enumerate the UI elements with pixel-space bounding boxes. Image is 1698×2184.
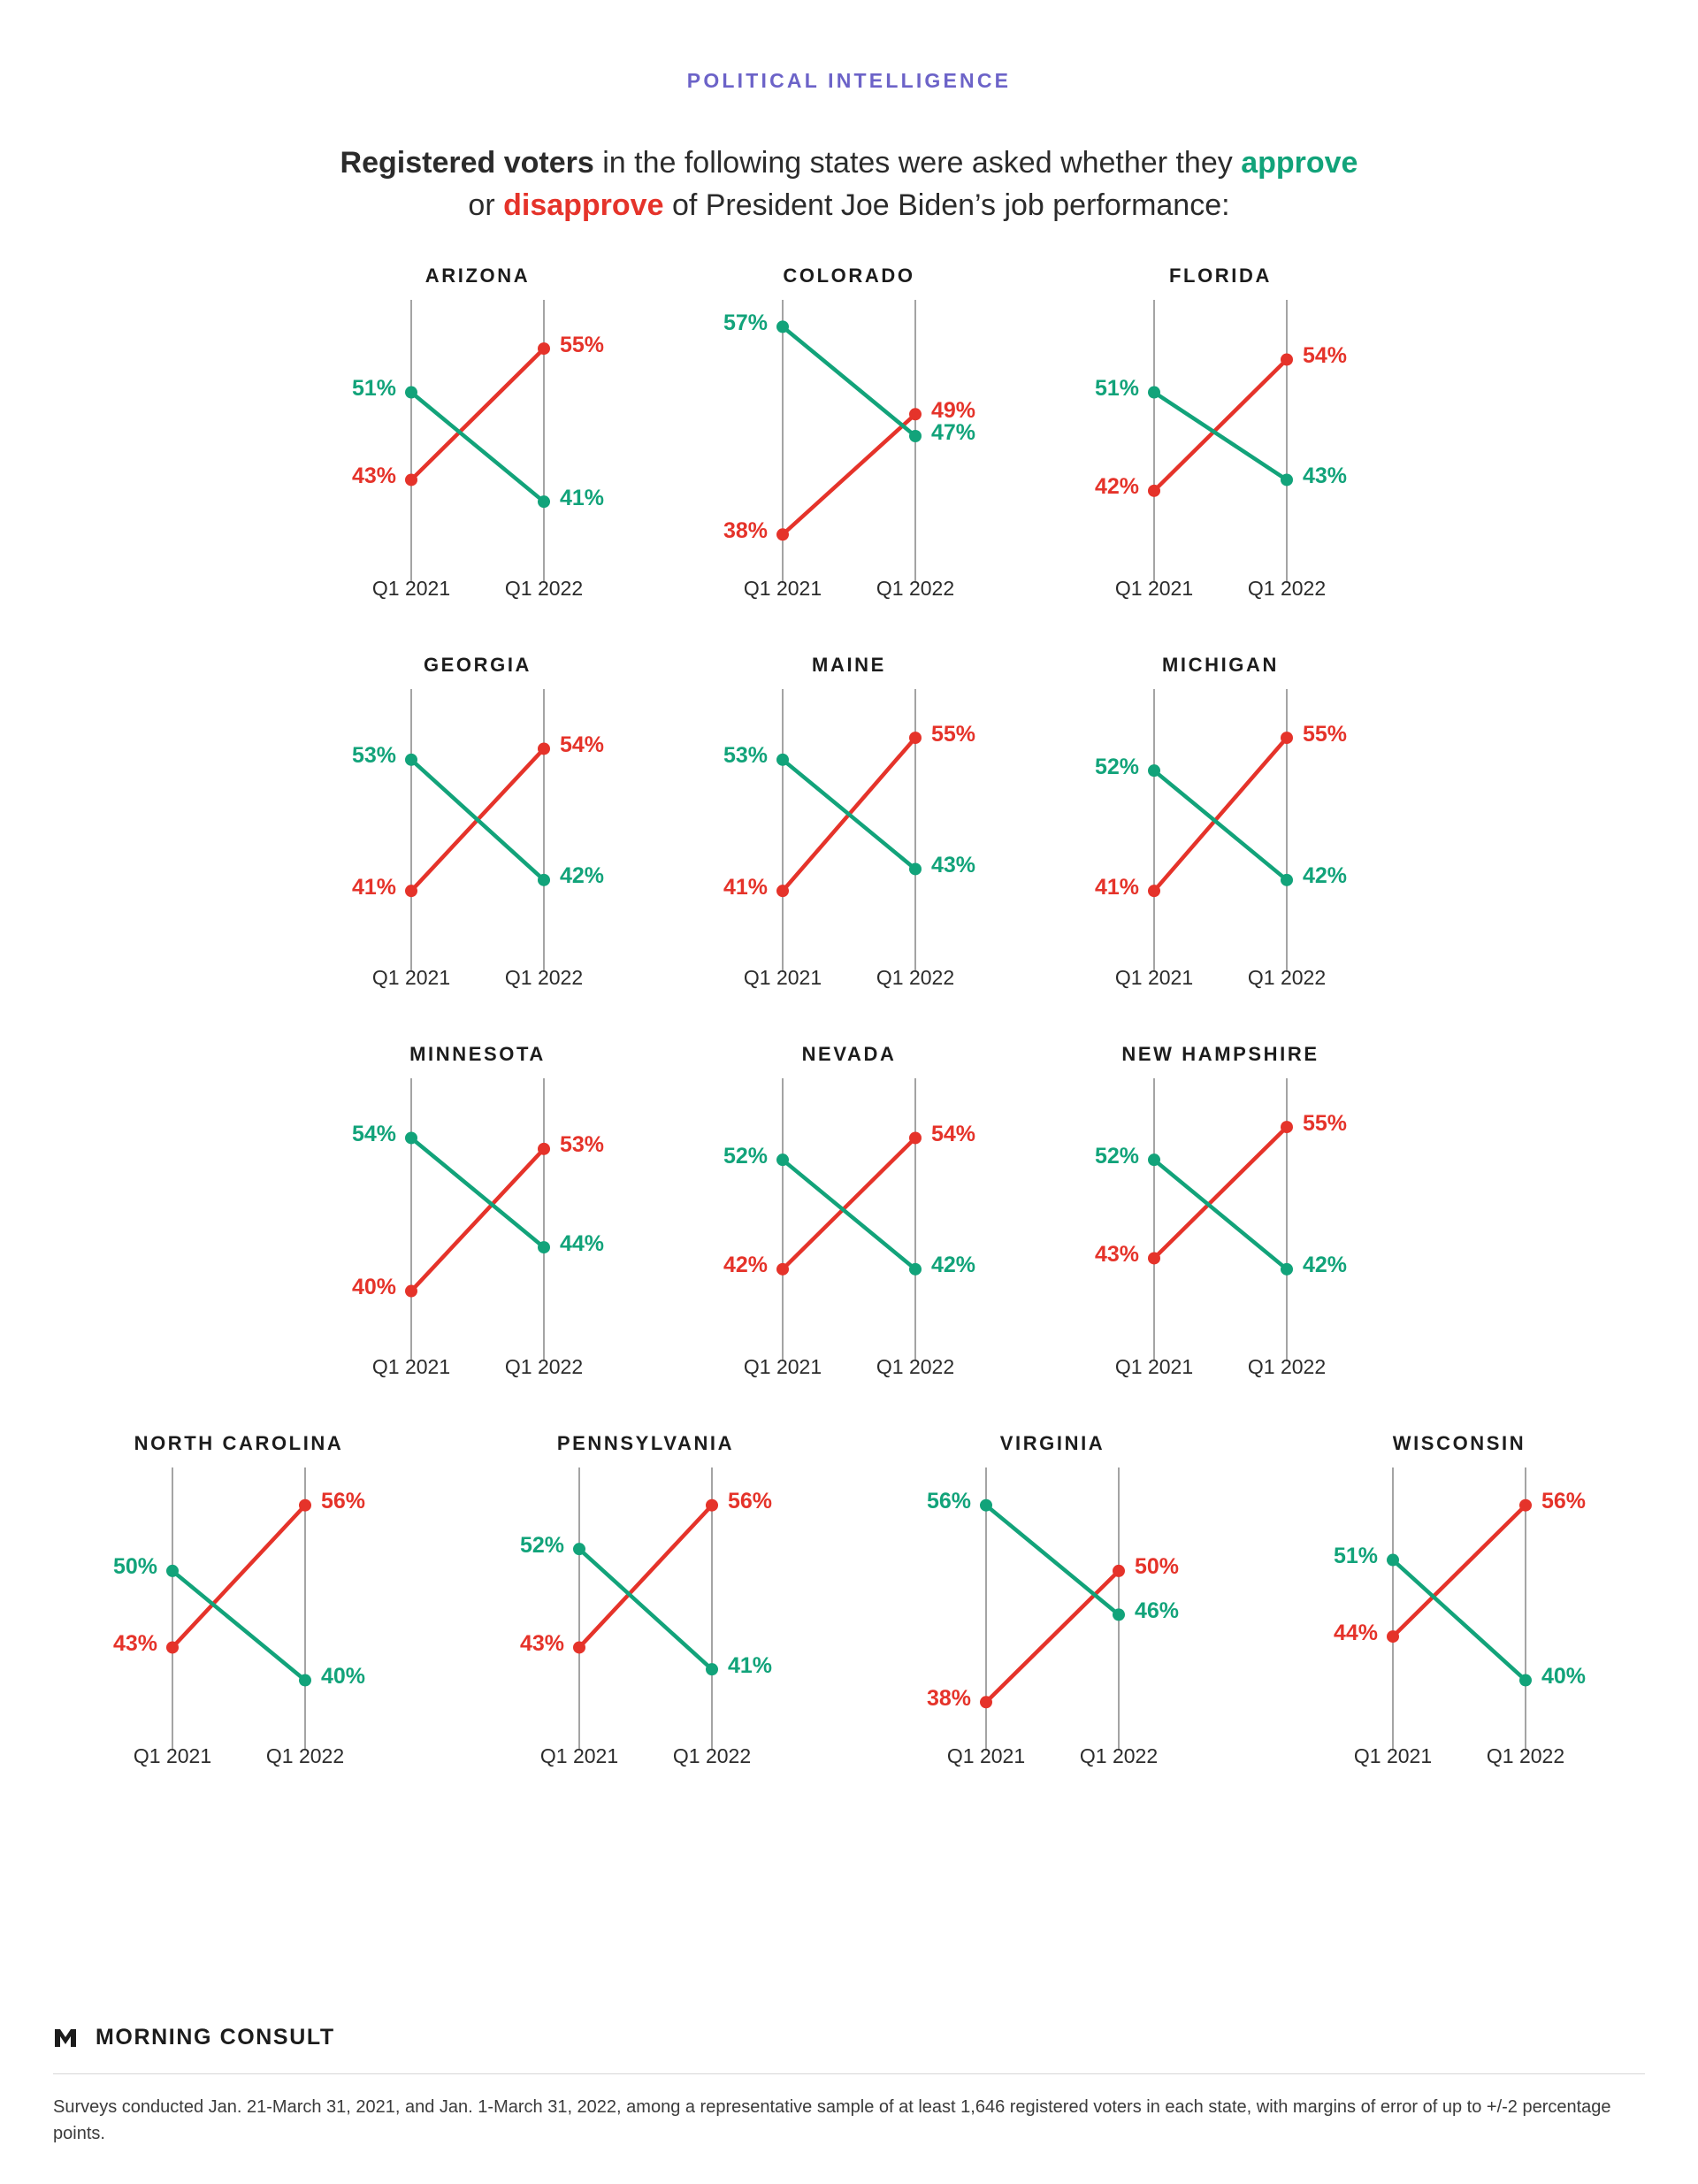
headline-text-3: of President Joe Biden’s job performance:	[663, 188, 1230, 223]
chart-panel-title: MINNESOTA	[409, 1042, 546, 1065]
disapprove-line	[1154, 1127, 1287, 1258]
disapprove-point	[405, 885, 417, 897]
disapprove-line	[411, 1148, 544, 1291]
chart-panel-title: FLORIDA	[1169, 264, 1272, 287]
headline-approve: approve	[1241, 146, 1358, 180]
axis-tick-2022: Q1 2022	[1079, 1743, 1159, 1767]
disapprove-point	[1281, 1121, 1293, 1133]
chart-row-3	[53, 1043, 1645, 1432]
approve-value-2021: 52%	[519, 1532, 564, 1558]
axis-tick-labels	[292, 1355, 663, 1379]
footer-divider	[53, 2073, 1645, 2074]
chart-row-2	[53, 654, 1645, 1043]
headline-text-2: or	[468, 188, 504, 223]
approve-point	[538, 873, 550, 885]
approve-line	[783, 759, 915, 869]
approve-point	[1148, 764, 1160, 777]
chart-panel-title: GEORGIA	[423, 653, 532, 676]
headline-disapprove: disapprove	[503, 188, 664, 223]
kicker-label: POLITICAL INTELLIGENCE	[686, 69, 1012, 92]
footer	[53, 2025, 1645, 2147]
approve-line	[411, 759, 544, 879]
approve-point	[909, 430, 922, 442]
disapprove-value-2022: 54%	[560, 732, 605, 757]
chart-plot	[663, 689, 1035, 1043]
approve-line	[1154, 392, 1287, 479]
approve-point	[166, 1564, 179, 1576]
disapprove-value-2022: 55%	[931, 721, 976, 747]
axis-tick-2021: Q1 2021	[946, 1743, 1026, 1767]
disapprove-point	[166, 1641, 179, 1653]
chart-plot	[442, 1467, 849, 1821]
axis-tick-2022: Q1 2022	[504, 1354, 584, 1378]
disapprove-point	[299, 1498, 311, 1511]
disapprove-value-2021: 43%	[351, 463, 396, 488]
disapprove-point	[909, 732, 922, 744]
axis-tick-labels	[1035, 966, 1406, 990]
approve-value-2022: 47%	[931, 419, 976, 445]
methodology-note: Surveys conducted Jan. 21-March 31, 2021, and Jan. 1-March 31, 2022, among a representative sample of at least 1,646 registered voters in each state, with margins of error of up to +/-2 percentage points.	[53, 2097, 1611, 2143]
disapprove-point	[1281, 353, 1293, 365]
axis-tick-labels	[292, 577, 663, 601]
chart-plot	[1035, 1078, 1406, 1432]
disapprove-value-2022: 55%	[1303, 1110, 1348, 1136]
disapprove-point	[980, 1696, 992, 1708]
chart-panel	[1035, 654, 1406, 1043]
chart-plot	[292, 1078, 663, 1432]
chart-panel-title: NORTH CAROLINA	[134, 1431, 344, 1454]
disapprove-value-2022: 55%	[1303, 721, 1348, 747]
brand	[53, 2025, 1645, 2050]
chart-panel-title: PENNSYLVANIA	[556, 1431, 735, 1454]
approve-point	[776, 753, 789, 765]
approve-line	[1154, 770, 1287, 880]
disapprove-value-2021: 43%	[112, 1630, 157, 1656]
disapprove-value-2021: 40%	[351, 1275, 396, 1300]
disapprove-point	[1148, 484, 1160, 496]
axis-tick-labels	[1035, 1355, 1406, 1379]
headline-registered-voters: Registered voters	[340, 146, 594, 180]
approve-value-2022: 40%	[1541, 1664, 1587, 1690]
disapprove-point	[776, 885, 789, 897]
chart-plot	[1035, 300, 1406, 654]
disapprove-point	[1148, 885, 1160, 897]
axis-tick-2022: Q1 2022	[672, 1743, 752, 1767]
approve-line	[783, 1160, 915, 1269]
approve-point	[1148, 1153, 1160, 1166]
chart-panel-title: WISCONSIN	[1392, 1431, 1526, 1454]
chart-panel-title: COLORADO	[783, 264, 915, 287]
chart-panel	[35, 1432, 442, 1821]
chart-panel	[442, 1432, 849, 1821]
disapprove-line	[579, 1505, 712, 1647]
chart-svg	[292, 689, 663, 1043]
approve-value-2022: 41%	[728, 1652, 773, 1678]
disapprove-line	[783, 414, 915, 534]
axis-tick-2022: Q1 2022	[876, 965, 955, 989]
disapprove-line	[783, 1138, 915, 1268]
axis-tick-labels	[663, 966, 1035, 990]
axis-tick-2021: Q1 2021	[1114, 965, 1194, 989]
disapprove-value-2022: 53%	[560, 1132, 605, 1158]
approve-point	[573, 1543, 585, 1555]
disapprove-value-2022: 55%	[560, 332, 605, 357]
approve-value-2021: 51%	[1094, 376, 1139, 402]
approve-point	[1281, 473, 1293, 486]
chart-plot	[1035, 689, 1406, 1043]
approve-value-2022: 42%	[931, 1253, 976, 1278]
approve-point	[706, 1663, 718, 1675]
chart-panel-title: MICHIGAN	[1161, 653, 1279, 676]
chart-panel-title: NEW HAMPSHIRE	[1121, 1042, 1319, 1065]
chart-panel	[849, 1432, 1256, 1821]
approve-point	[538, 495, 550, 508]
axis-tick-2022: Q1 2022	[1247, 1354, 1327, 1378]
chart-panel-title: MAINE	[812, 653, 886, 676]
axis-tick-2021: Q1 2021	[133, 1743, 212, 1767]
chart-panel	[1035, 1043, 1406, 1432]
axis-tick-labels	[663, 577, 1035, 601]
approve-value-2021: 50%	[112, 1554, 157, 1580]
approve-value-2022: 40%	[321, 1664, 366, 1690]
disapprove-value-2021: 41%	[723, 874, 768, 900]
chart-svg	[663, 300, 1035, 654]
approve-value-2021: 54%	[351, 1121, 396, 1146]
chart-panel	[292, 264, 663, 654]
chart-panel	[663, 264, 1035, 654]
brand-name: MORNING CONSULT	[96, 2025, 335, 2050]
approve-point	[909, 862, 922, 875]
disapprove-point	[909, 1131, 922, 1144]
disapprove-value-2021: 38%	[926, 1685, 971, 1711]
approve-value-2022: 42%	[1303, 863, 1348, 889]
axis-tick-2022: Q1 2022	[504, 965, 584, 989]
chart-plot	[292, 300, 663, 654]
chart-panel	[663, 1043, 1035, 1432]
disapprove-point	[573, 1641, 585, 1653]
axis-tick-2022: Q1 2022	[1486, 1743, 1565, 1767]
approve-value-2022: 42%	[560, 863, 605, 889]
disapprove-point	[706, 1498, 718, 1511]
disapprove-value-2021: 41%	[351, 874, 396, 900]
approve-point	[776, 1153, 789, 1166]
disapprove-line	[986, 1570, 1119, 1701]
axis-tick-2021: Q1 2021	[743, 576, 822, 600]
chart-panel	[1035, 264, 1406, 654]
axis-tick-labels	[1256, 1744, 1663, 1768]
approve-point	[1387, 1553, 1399, 1566]
axis-tick-2021: Q1 2021	[743, 965, 822, 989]
approve-point	[1148, 386, 1160, 398]
chart-plot	[663, 1078, 1035, 1432]
approve-point	[909, 1262, 922, 1275]
approve-value-2022: 41%	[560, 485, 605, 510]
approve-point	[405, 753, 417, 765]
approve-point	[1281, 873, 1293, 885]
disapprove-value-2022: 54%	[1303, 342, 1348, 368]
approve-value-2021: 53%	[351, 743, 396, 769]
disapprove-value-2022: 54%	[931, 1121, 976, 1146]
chart-plot	[849, 1467, 1256, 1821]
axis-tick-2021: Q1 2021	[371, 1354, 451, 1378]
axis-tick-2021: Q1 2021	[371, 576, 451, 600]
axis-tick-labels	[663, 1355, 1035, 1379]
disapprove-point	[538, 342, 550, 355]
infographic-page	[0, 69, 1698, 2184]
axis-tick-2021: Q1 2021	[1114, 576, 1194, 600]
approve-line	[986, 1505, 1119, 1614]
approve-line	[1393, 1559, 1526, 1680]
disapprove-value-2021: 42%	[1094, 474, 1139, 500]
axis-tick-2021: Q1 2021	[371, 965, 451, 989]
approve-point	[776, 320, 789, 333]
disapprove-point	[405, 1284, 417, 1297]
axis-tick-2022: Q1 2022	[876, 576, 955, 600]
disapprove-value-2021: 42%	[723, 1253, 768, 1278]
approve-line	[411, 392, 544, 502]
axis-tick-labels	[292, 966, 663, 990]
disapprove-point	[538, 742, 550, 755]
disapprove-point	[1387, 1630, 1399, 1643]
chart-panel-title: ARIZONA	[424, 264, 531, 287]
chart-panel	[663, 654, 1035, 1043]
chart-panel	[1256, 1432, 1663, 1821]
axis-tick-labels	[35, 1744, 442, 1768]
disapprove-point	[909, 408, 922, 420]
approve-value-2021: 57%	[723, 310, 768, 335]
disapprove-point	[1281, 732, 1293, 744]
chart-panel-title: VIRGINIA	[999, 1431, 1105, 1454]
disapprove-value-2022: 50%	[1135, 1554, 1180, 1580]
chart-svg	[663, 689, 1035, 1043]
axis-tick-labels	[442, 1744, 849, 1768]
axis-tick-2022: Q1 2022	[1247, 576, 1327, 600]
approve-point	[1113, 1608, 1125, 1621]
axis-tick-2022: Q1 2022	[504, 576, 584, 600]
approve-point	[538, 1241, 550, 1253]
chart-svg	[849, 1467, 1256, 1821]
approve-point	[1519, 1674, 1532, 1686]
axis-tick-labels	[849, 1744, 1256, 1768]
disapprove-point	[1113, 1564, 1125, 1576]
approve-value-2021: 52%	[723, 1143, 768, 1169]
approve-line	[783, 326, 915, 436]
chart-row-4	[53, 1432, 1645, 1821]
approve-line	[579, 1549, 712, 1669]
disapprove-line	[1154, 738, 1287, 891]
approve-point	[1281, 1262, 1293, 1275]
morning-consult-logo-icon	[53, 2027, 83, 2050]
chart-row-1	[53, 264, 1645, 654]
approve-value-2022: 43%	[931, 852, 976, 877]
disapprove-value-2021: 43%	[1094, 1241, 1139, 1267]
chart-plot	[35, 1467, 442, 1821]
axis-tick-2021: Q1 2021	[1353, 1743, 1433, 1767]
approve-value-2022: 42%	[1303, 1253, 1348, 1278]
disapprove-line	[1393, 1505, 1526, 1636]
approve-value-2021: 52%	[1094, 754, 1139, 779]
disapprove-point	[776, 528, 789, 540]
disapprove-value-2022: 56%	[728, 1489, 773, 1514]
disapprove-value-2021: 41%	[1094, 874, 1139, 900]
disapprove-value-2022: 49%	[931, 397, 976, 423]
disapprove-value-2021: 38%	[723, 517, 768, 543]
approve-point	[405, 1131, 417, 1144]
disapprove-point	[776, 1262, 789, 1275]
chart-panel	[292, 1043, 663, 1432]
disapprove-line	[1154, 359, 1287, 490]
axis-tick-labels	[1035, 577, 1406, 601]
headline-text-1: in the following states were asked whether they	[593, 146, 1242, 180]
axis-tick-2022: Q1 2022	[876, 1354, 955, 1378]
chart-plot	[1256, 1467, 1663, 1821]
approve-value-2021: 56%	[926, 1489, 971, 1514]
approve-value-2021: 51%	[1333, 1544, 1378, 1569]
approve-value-2021: 53%	[723, 743, 768, 769]
disapprove-point	[405, 473, 417, 486]
disapprove-line	[411, 349, 544, 479]
disapprove-value-2021: 43%	[519, 1630, 564, 1656]
disapprove-point	[538, 1142, 550, 1154]
approve-value-2022: 46%	[1135, 1598, 1180, 1623]
approve-value-2021: 51%	[351, 376, 396, 402]
approve-line	[1154, 1160, 1287, 1269]
disapprove-value-2022: 56%	[1541, 1489, 1587, 1514]
approve-point	[299, 1674, 311, 1686]
page-title	[53, 142, 1645, 227]
approve-value-2022: 43%	[1303, 463, 1348, 488]
chart-panel-title: NEVADA	[801, 1042, 897, 1065]
disapprove-value-2021: 44%	[1333, 1620, 1378, 1645]
approve-point	[405, 386, 417, 398]
approve-value-2021: 52%	[1094, 1143, 1139, 1169]
chart-panel	[292, 654, 663, 1043]
approve-value-2022: 44%	[560, 1230, 605, 1256]
approve-line	[411, 1138, 544, 1247]
axis-tick-2021: Q1 2021	[1114, 1354, 1194, 1378]
approve-point	[980, 1498, 992, 1511]
axis-tick-2022: Q1 2022	[1247, 965, 1327, 989]
disapprove-value-2022: 56%	[321, 1489, 366, 1514]
axis-tick-2021: Q1 2021	[743, 1354, 822, 1378]
disapprove-point	[1519, 1498, 1532, 1511]
chart-plot	[663, 300, 1035, 654]
chart-svg	[1035, 689, 1406, 1043]
axis-tick-2022: Q1 2022	[265, 1743, 345, 1767]
chart-plot	[292, 689, 663, 1043]
disapprove-point	[1148, 1252, 1160, 1264]
axis-tick-2021: Q1 2021	[539, 1743, 619, 1767]
small-multiples-grid	[53, 264, 1645, 1821]
